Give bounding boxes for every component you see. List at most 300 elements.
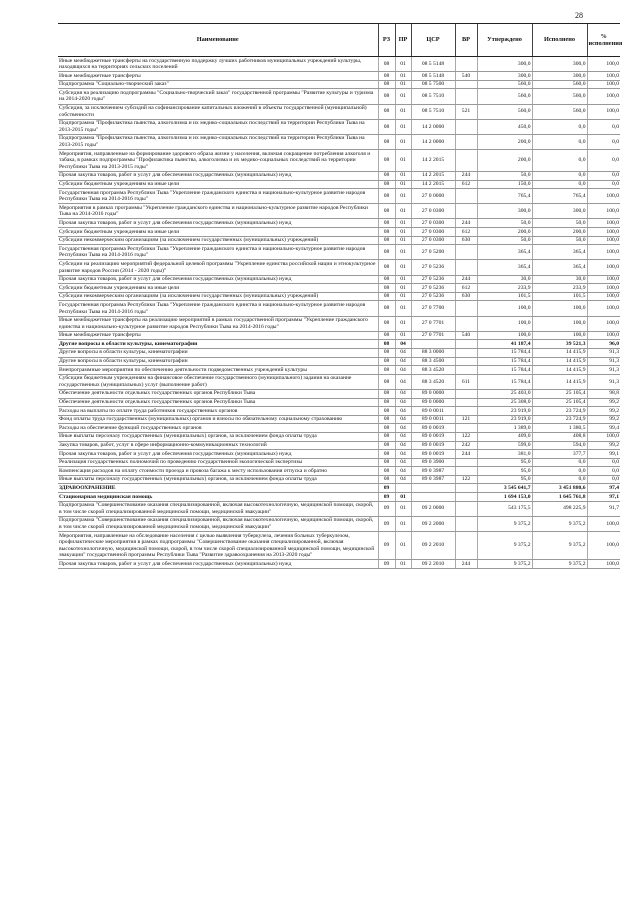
cell-rz: 08 (378, 450, 395, 459)
cell-approved: 365,4 (477, 245, 532, 260)
cell-approved: 100,0 (477, 316, 532, 331)
cell-pr: 01 (395, 284, 411, 293)
cell-vr (455, 532, 477, 560)
cell-rz: 08 (378, 467, 395, 476)
cell-percent: 100,0 (587, 72, 620, 81)
cell-name: Обеспечение деятельности отдельных государственных органов Республики Тыва (58, 389, 378, 398)
cell-percent: 91,3 (587, 374, 620, 389)
table-row (58, 189, 620, 204)
cell-executed: 0,0 (532, 458, 587, 467)
cell-csr: 14 2 2015 (411, 180, 455, 189)
cell-pr: 04 (395, 357, 411, 366)
table-row (58, 316, 620, 331)
cell-percent: 91,3 (587, 348, 620, 357)
cell-csr: 14 2 2015 (411, 171, 455, 180)
cell-rz: 08 (378, 398, 395, 407)
cell-executed: 39 521,3 (532, 340, 587, 349)
cell-vr (455, 516, 477, 531)
cell-approved: 365,4 (477, 260, 532, 275)
cell-pr: 04 (395, 441, 411, 450)
cell-csr: 14 2 0000 (411, 119, 455, 134)
cell-csr: 89 0 0019 (411, 441, 455, 450)
cell-rz: 08 (378, 331, 395, 340)
cell-vr (455, 89, 477, 104)
cell-executed: 300,0 (532, 204, 587, 219)
cell-name: Иные межбюджетные трансферты на государственную поддержку лучших работников муниципальных учреждений культуры, находящихся на территориях сельских поселений (58, 57, 378, 72)
cell-rz: 08 (378, 292, 395, 301)
cell-rz: 08 (378, 204, 395, 219)
table-row (58, 331, 620, 340)
cell-pr: 01 (395, 331, 411, 340)
cell-executed: 594,0 (532, 441, 587, 450)
cell-csr: 08 5 7510 (411, 104, 455, 119)
cell-pr: 04 (395, 424, 411, 433)
cell-approved: 233,9 (477, 284, 532, 293)
cell-approved: 15 784,4 (477, 357, 532, 366)
cell-approved: 15 784,4 (477, 348, 532, 357)
cell-executed: 100,0 (532, 301, 587, 316)
cell-pr: 01 (395, 219, 411, 228)
table-row (58, 301, 620, 316)
cell-rz: 09 (378, 560, 395, 569)
cell-vr (455, 467, 477, 476)
cell-approved: 25 403,0 (477, 389, 532, 398)
cell-rz: 08 (378, 119, 395, 134)
table-row (58, 219, 620, 228)
column-header-approved: Утверждено (477, 24, 532, 57)
cell-csr: 27 0 0300 (411, 204, 455, 219)
cell-pr: 04 (395, 340, 411, 349)
cell-pr: 01 (395, 104, 411, 119)
column-header-csr: ЦСР (411, 24, 455, 57)
table-body (58, 57, 620, 569)
cell-pr: 01 (395, 119, 411, 134)
table-row (58, 292, 620, 301)
table-row (58, 245, 620, 260)
table-row (58, 119, 620, 134)
table-row (58, 560, 620, 569)
cell-pr: 01 (395, 80, 411, 89)
cell-vr (455, 340, 477, 349)
page-number: 28 (575, 11, 583, 20)
cell-csr: 88 3 4500 (411, 357, 455, 366)
cell-vr: 611 (455, 374, 477, 389)
cell-approved: 9 375,2 (477, 532, 532, 560)
cell-percent: 100,0 (587, 560, 620, 569)
cell-name: Субсидии бюджетным учреждениям на финансовое обеспечение государственного (муниципального) задания на оказание государственных (муниципальных) услуг (выполнение работ) (58, 374, 378, 389)
cell-vr: 242 (455, 441, 477, 450)
table-row (58, 493, 620, 502)
cell-name: Государственная программа Республики Тыва "Укрепление гражданского единства и национально-культурное развитие народов Республики Тыва на 2014-2016 годы" (58, 245, 378, 260)
cell-pr: 01 (395, 180, 411, 189)
cell-vr (455, 493, 477, 502)
cell-vr: 612 (455, 284, 477, 293)
cell-executed: 377,7 (532, 450, 587, 459)
cell-pr: 04 (395, 366, 411, 375)
cell-vr: 521 (455, 104, 477, 119)
cell-pr: 01 (395, 245, 411, 260)
cell-percent: 0,0 (587, 467, 620, 476)
cell-csr: 89 0 0019 (411, 424, 455, 433)
cell-name: Подпрограмма "Социально-творческий заказ" (58, 80, 378, 89)
cell-name: Государственная программа Республики Тыва "Укрепление гражданского единства и национально-культурное развитие народов Республики Тыва на 2014-2016 годы" (58, 189, 378, 204)
cell-executed: 100,0 (532, 331, 587, 340)
cell-vr (455, 301, 477, 316)
cell-rz: 08 (378, 180, 395, 189)
cell-executed: 365,4 (532, 245, 587, 260)
table-row (58, 228, 620, 237)
cell-approved: 101,5 (477, 292, 532, 301)
cell-vr: 630 (455, 292, 477, 301)
table-row (58, 516, 620, 531)
cell-approved: 543 175,5 (477, 501, 532, 516)
cell-approved: 381,0 (477, 450, 532, 459)
cell-vr: 540 (455, 331, 477, 340)
cell-name: Подпрограмма "Совершенствование оказания специализированной, включая высокотехнологичную, медицинской помощи, скорой, в том числе скорой специализированной медицинской помощи, медицинской эвакуации" (58, 516, 378, 531)
cell-vr: 244 (455, 560, 477, 569)
cell-rz: 09 (378, 484, 395, 493)
table-row (58, 374, 620, 389)
cell-executed: 498 225,9 (532, 501, 587, 516)
table-row (58, 171, 620, 180)
cell-percent: 0,0 (587, 119, 620, 134)
cell-executed: 14 415,9 (532, 374, 587, 389)
cell-name: Иные межбюджетные трансферты на реализацию мероприятий в рамках государственной программы "Укрепление гражданского единства и национально-культурное развитие народов Республики Тыва на 2014-2016 годы" (58, 316, 378, 331)
cell-csr: 08 5 5148 (411, 72, 455, 81)
cell-percent: 100,0 (587, 275, 620, 284)
cell-percent: 99,2 (587, 398, 620, 407)
cell-percent: 100,0 (587, 284, 620, 293)
cell-vr (455, 398, 477, 407)
cell-rz: 08 (378, 432, 395, 441)
table-row (58, 89, 620, 104)
cell-percent: 100,0 (587, 301, 620, 316)
cell-executed: 200,0 (532, 228, 587, 237)
cell-pr: 01 (395, 57, 411, 72)
cell-rz: 08 (378, 357, 395, 366)
cell-pr: 01 (395, 150, 411, 172)
cell-pr: 04 (395, 398, 411, 407)
table-row (58, 467, 620, 476)
cell-csr: 89 0 0000 (411, 398, 455, 407)
cell-rz: 08 (378, 228, 395, 237)
cell-vr (455, 424, 477, 433)
cell-name: Мероприятия, направленные на формирование здорового образа жизни у населения, включая сокращение потребления алкоголя и табака, в рамках подпрограммы "Профилактика пьянства, алкоголизма и их медико-социальных последствий на территории Республики Тыва на 2013-2015 годы" (58, 150, 378, 172)
cell-vr (455, 458, 477, 467)
cell-pr: 01 (395, 260, 411, 275)
cell-executed: 365,4 (532, 260, 587, 275)
cell-csr: 27 0 7701 (411, 316, 455, 331)
cell-csr: 27 0 0000 (411, 189, 455, 204)
cell-pr: 04 (395, 348, 411, 357)
cell-csr: 27 0 7700 (411, 301, 455, 316)
cell-percent: 100,0 (587, 104, 620, 119)
column-header-pr: ПР (395, 24, 411, 57)
cell-executed: 560,0 (532, 80, 587, 89)
cell-executed: 560,0 (532, 89, 587, 104)
cell-percent: 100,0 (587, 260, 620, 275)
cell-rz: 08 (378, 340, 395, 349)
cell-executed: 0,0 (532, 180, 587, 189)
cell-pr: 04 (395, 407, 411, 416)
cell-percent: 100,0 (587, 331, 620, 340)
cell-approved: 300,0 (477, 57, 532, 72)
cell-executed: 3 451 880,6 (532, 484, 587, 493)
table-row (58, 389, 620, 398)
cell-pr: 01 (395, 301, 411, 316)
cell-csr: 08 5 5148 (411, 57, 455, 72)
cell-name: Субсидии некоммерческим организациям (за исключением государственных (муниципальных) учреждений) (58, 236, 378, 245)
cell-csr: 88 3 4520 (411, 374, 455, 389)
cell-percent: 100,0 (587, 228, 620, 237)
cell-executed: 1 380,5 (532, 424, 587, 433)
table-row (58, 260, 620, 275)
cell-approved: 100,0 (477, 331, 532, 340)
cell-percent: 100,0 (587, 532, 620, 560)
table-row (58, 366, 620, 375)
table-row (58, 458, 620, 467)
table-row (58, 275, 620, 284)
cell-approved: 15 784,4 (477, 366, 532, 375)
cell-name: Подпрограмма "Профилактика пьянства, алкоголизма и их медико-социальных последствий на территории Республики Тыва на 2013-2015 годы" (58, 134, 378, 149)
cell-csr: 27 0 5236 (411, 275, 455, 284)
cell-vr: 630 (455, 236, 477, 245)
cell-rz: 08 (378, 134, 395, 149)
table-row (58, 150, 620, 172)
cell-vr: 612 (455, 180, 477, 189)
cell-csr: 08 5 7500 (411, 80, 455, 89)
cell-approved: 9 375,2 (477, 516, 532, 531)
cell-approved: 30,0 (477, 275, 532, 284)
table-row (58, 475, 620, 484)
cell-pr: 01 (395, 275, 411, 284)
cell-rz: 09 (378, 516, 395, 531)
cell-approved: 409,0 (477, 432, 532, 441)
cell-vr (455, 260, 477, 275)
cell-approved: 95,0 (477, 467, 532, 476)
cell-percent: 98,8 (587, 389, 620, 398)
cell-vr (455, 189, 477, 204)
cell-approved: 23 919,0 (477, 407, 532, 416)
cell-percent: 100,0 (587, 432, 620, 441)
cell-name: Прочая закупка товаров, работ и услуг для обеспечения государственных (муниципальных) нужд (58, 450, 378, 459)
cell-csr: 89 0 3987 (411, 467, 455, 476)
cell-executed: 233,9 (532, 284, 587, 293)
cell-approved: 1 694 153,0 (477, 493, 532, 502)
cell-approved: 599,0 (477, 441, 532, 450)
table-row (58, 357, 620, 366)
cell-rz: 08 (378, 89, 395, 104)
cell-csr: 09 2 0000 (411, 501, 455, 516)
cell-name: Субсидии бюджетным учреждениям на иные цели (58, 228, 378, 237)
cell-rz: 08 (378, 407, 395, 416)
table-row (58, 432, 620, 441)
cell-pr: 04 (395, 450, 411, 459)
cell-approved: 15 784,4 (477, 374, 532, 389)
cell-pr: 04 (395, 458, 411, 467)
cell-pr: 01 (395, 236, 411, 245)
cell-executed: 9 375,2 (532, 516, 587, 531)
cell-csr: 89 0 0011 (411, 407, 455, 416)
cell-executed: 14 415,9 (532, 366, 587, 375)
cell-percent: 99,1 (587, 450, 620, 459)
table-row (58, 72, 620, 81)
cell-rz: 08 (378, 415, 395, 424)
cell-csr: 89 0 0019 (411, 432, 455, 441)
cell-percent: 99,2 (587, 415, 620, 424)
cell-csr (411, 484, 455, 493)
cell-name: Иные выплаты персоналу государственных (муниципальных) органов, за исключением фонда оплаты труда (58, 432, 378, 441)
cell-approved: 100,0 (477, 301, 532, 316)
cell-executed: 0,0 (532, 134, 587, 149)
cell-percent: 0,0 (587, 458, 620, 467)
cell-csr: 27 0 0300 (411, 236, 455, 245)
cell-approved: 1 389,0 (477, 424, 532, 433)
cell-executed: 408,8 (532, 432, 587, 441)
cell-percent: 0,0 (587, 475, 620, 484)
cell-vr (455, 134, 477, 149)
cell-executed: 1 645 761,8 (532, 493, 587, 502)
table-row (58, 501, 620, 516)
table-row (58, 104, 620, 119)
table-row (58, 134, 620, 149)
cell-vr (455, 316, 477, 331)
cell-name: Компенсация расходов на оплату стоимости проезда и провоза багажа к месту использования отпуска и обратно (58, 467, 378, 476)
cell-csr: 89 0 0019 (411, 450, 455, 459)
cell-executed: 0,0 (532, 475, 587, 484)
cell-approved: 765,4 (477, 189, 532, 204)
cell-rz: 08 (378, 236, 395, 245)
cell-vr (455, 204, 477, 219)
cell-name: Иные межбюджетные трансферты (58, 331, 378, 340)
cell-name: Иные выплаты персоналу государственных (муниципальных) органов, за исключением фонда оплаты труда (58, 475, 378, 484)
cell-percent: 99,2 (587, 407, 620, 416)
cell-name: Мероприятия, направленные на обследование населения с целью выявления туберкулеза, лечения больных туберкулезом, профилактические мероприятия в рамках подпрограммы "Совершенствование оказания специализированной, включая высокотехнологичную, медицинской помощи, скорой, в том числе скорой специализированной медицинской помощи, медицинской эвакуации" государственной программы Республики Тыва "Развитие здравоохранения на 2013-2020 годы" (58, 532, 378, 560)
cell-vr (455, 389, 477, 398)
cell-pr: 04 (395, 475, 411, 484)
cell-vr (455, 357, 477, 366)
table-row (58, 57, 620, 72)
cell-rz: 08 (378, 374, 395, 389)
cell-executed: 0,0 (532, 119, 587, 134)
column-header-rz: РЗ (378, 24, 395, 57)
cell-name: Мероприятия в рамках программы "Укрепление гражданского единства и национально-культурное развитие народов Республики Тыва на 2014-2016 годы" (58, 204, 378, 219)
cell-pr: 01 (395, 516, 411, 531)
cell-name: Субсидии бюджетным учреждениям на иные цели (58, 180, 378, 189)
cell-csr: 27 0 5236 (411, 292, 455, 301)
cell-percent: 96,0 (587, 340, 620, 349)
cell-executed: 23 724,9 (532, 407, 587, 416)
cell-executed: 25 105,4 (532, 398, 587, 407)
cell-pr: 01 (395, 204, 411, 219)
cell-pr (395, 484, 411, 493)
cell-rz: 08 (378, 389, 395, 398)
cell-vr (455, 348, 477, 357)
cell-vr (455, 407, 477, 416)
cell-name: Обеспечение деятельности отдельных государственных органов Республики Тыва (58, 398, 378, 407)
cell-executed: 101,5 (532, 292, 587, 301)
cell-pr: 01 (395, 171, 411, 180)
cell-csr (411, 340, 455, 349)
cell-pr: 01 (395, 228, 411, 237)
cell-rz: 08 (378, 171, 395, 180)
cell-pr: 01 (395, 501, 411, 516)
cell-name: Другие вопросы в области культуры, кинематографии (58, 357, 378, 366)
cell-name: Реализация государственных полномочий по проведению государственной экологической экспертизы (58, 458, 378, 467)
cell-percent: 100,0 (587, 219, 620, 228)
table-row (58, 80, 620, 89)
cell-approved: 200,0 (477, 134, 532, 149)
column-header-percent: % исполнения (587, 24, 620, 57)
cell-vr (455, 484, 477, 493)
cell-executed: 765,4 (532, 189, 587, 204)
cell-rz: 08 (378, 72, 395, 81)
cell-vr (455, 150, 477, 172)
column-header-vr: ВР (455, 24, 477, 57)
cell-approved: 95,0 (477, 458, 532, 467)
cell-percent: 0,0 (587, 150, 620, 172)
cell-csr: 09 2 2010 (411, 560, 455, 569)
table-row (58, 348, 620, 357)
cell-percent: 97,1 (587, 493, 620, 502)
cell-rz: 08 (378, 458, 395, 467)
cell-vr (455, 80, 477, 89)
cell-csr: 27 0 0300 (411, 228, 455, 237)
table-row (58, 180, 620, 189)
cell-rz: 08 (378, 57, 395, 72)
cell-approved: 50,0 (477, 219, 532, 228)
cell-csr: 27 0 0300 (411, 219, 455, 228)
cell-percent: 99,4 (587, 424, 620, 433)
cell-percent: 100,0 (587, 89, 620, 104)
cell-vr: 244 (455, 450, 477, 459)
cell-executed: 14 415,9 (532, 357, 587, 366)
cell-approved: 200,0 (477, 150, 532, 172)
cell-csr: 08 5 7510 (411, 89, 455, 104)
cell-percent: 100,0 (587, 189, 620, 204)
cell-executed: 300,0 (532, 72, 587, 81)
table-row (58, 398, 620, 407)
cell-percent: 91,3 (587, 357, 620, 366)
cell-rz: 08 (378, 424, 395, 433)
cell-pr: 04 (395, 415, 411, 424)
cell-executed: 23 724,9 (532, 415, 587, 424)
cell-pr: 04 (395, 432, 411, 441)
cell-csr: 27 0 5236 (411, 260, 455, 275)
cell-percent: 91,3 (587, 366, 620, 375)
cell-approved: 450,0 (477, 119, 532, 134)
cell-approved: 41 187,4 (477, 340, 532, 349)
cell-name: Прочая закупка товаров, работ и услуг для обеспечения государственных (муниципальных) нужд (58, 560, 378, 569)
table-row (58, 450, 620, 459)
cell-rz: 08 (378, 80, 395, 89)
cell-vr: 540 (455, 72, 477, 81)
cell-rz: 08 (378, 475, 395, 484)
cell-pr: 01 (395, 316, 411, 331)
cell-vr: 244 (455, 171, 477, 180)
cell-approved: 95,0 (477, 475, 532, 484)
table-row (58, 204, 620, 219)
cell-rz: 08 (378, 245, 395, 260)
cell-percent: 97,4 (587, 484, 620, 493)
cell-name: Субсидия, за исключением субсидий на софинансирование капитальных вложений в объекты государственной (муниципальной) собственности (58, 104, 378, 119)
cell-name: Стационарная медицинская помощь (58, 493, 378, 502)
cell-name: Государственная программа Республики Тыва "Укрепление гражданского единства и национально-культурное развитие народов Республики Тыва на 2014-2016 годы" (58, 301, 378, 316)
table-row (58, 415, 620, 424)
cell-executed: 0,0 (532, 171, 587, 180)
cell-approved: 300,0 (477, 72, 532, 81)
cell-percent: 99,2 (587, 441, 620, 450)
